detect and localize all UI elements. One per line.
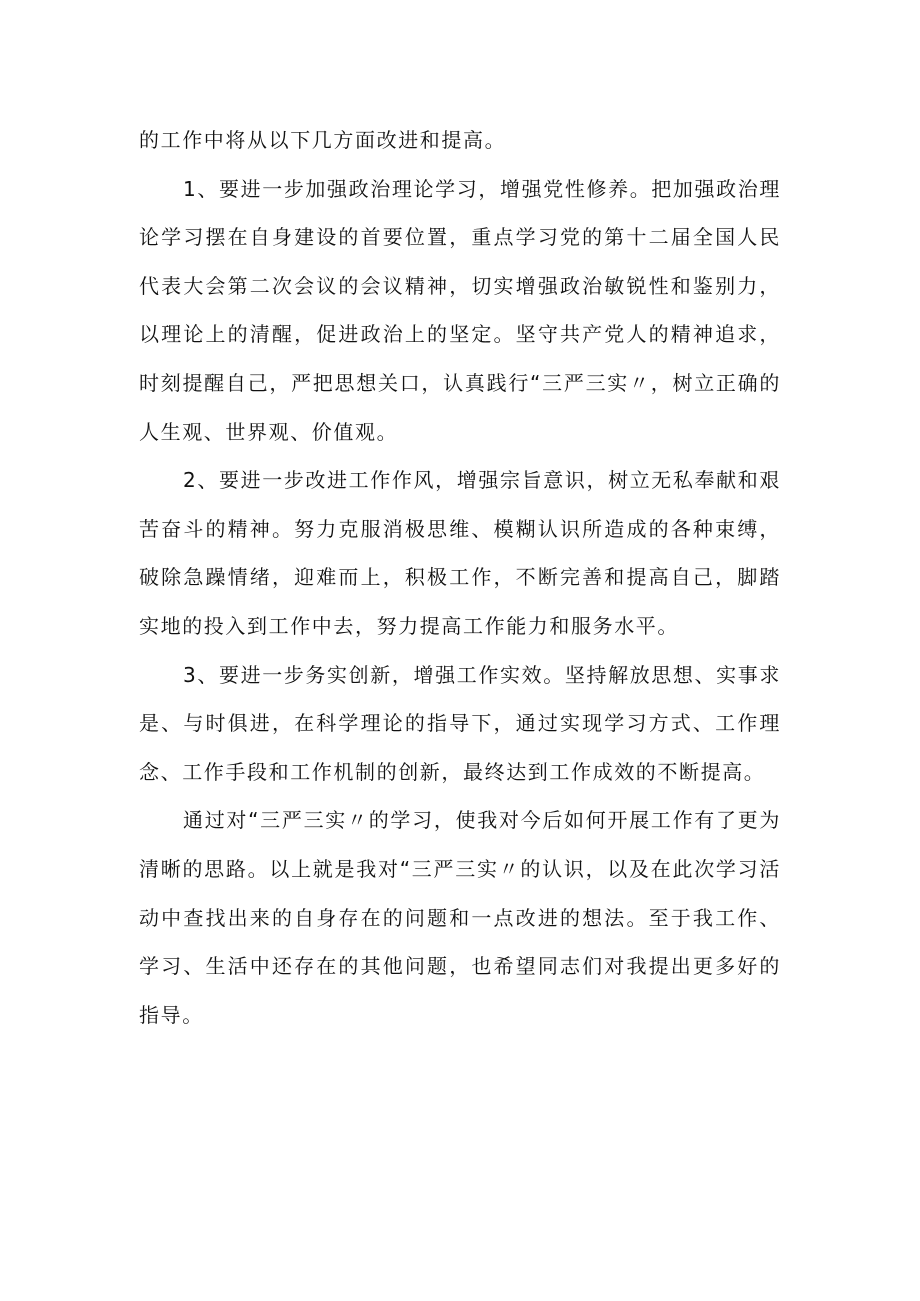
document-body [139, 116, 781, 1039]
paragraph-item-3: 3、要进一步务实创新，增强工作实效。坚持解放思想、实事求是、与时俱进，在科学理论的指导下，通过实现学习方式、工作理念、工作手段和工作机制的创新，最终达到工作成效的不断提高。 [139, 662, 781, 784]
paragraph-conclusion: 通过对“三严三实〃的学习，使我对今后如何开展工作有了更为清晰的思路。以上就是我对“三严三实〃的认识，以及在此次学习活动中查找出来的自身存在的问题和一点改进的想法。至于我工作、学习、生活中还存在的其他问题，也希望同志们对我提出更多好的指导。 [139, 808, 781, 1027]
paragraph-continuation: 的工作中将从以下几方面改进和提高。 [139, 128, 507, 152]
paragraph-item-1: 1、要进一步加强政治理论学习，增强党性修养。把加强政治理论学习摆在自身建设的首要位置，重点学习党的第十二届全国人民代表大会第二次会议的会议精神，切实增强政治敏锐性和鉴别力，以理论上的清醒，促进政治上的坚定。坚守共产党人的精神追求，时刻提醒自己，严把思想关口，认真践行“三严三实〃，树立正确的人生观、世界观、价值观。 [139, 176, 781, 444]
paragraph-item-2: 2、要进一步改进工作作风，增强宗旨意识，树立无私奉献和艰苦奋斗的精神。努力克服消极思维、模糊认识所造成的各种束缚，破除急躁情绪，迎难而上，积极工作，不断完善和提高自己，脚踏实地的投入到工作中去，努力提高工作能力和服务水平。 [139, 468, 781, 638]
